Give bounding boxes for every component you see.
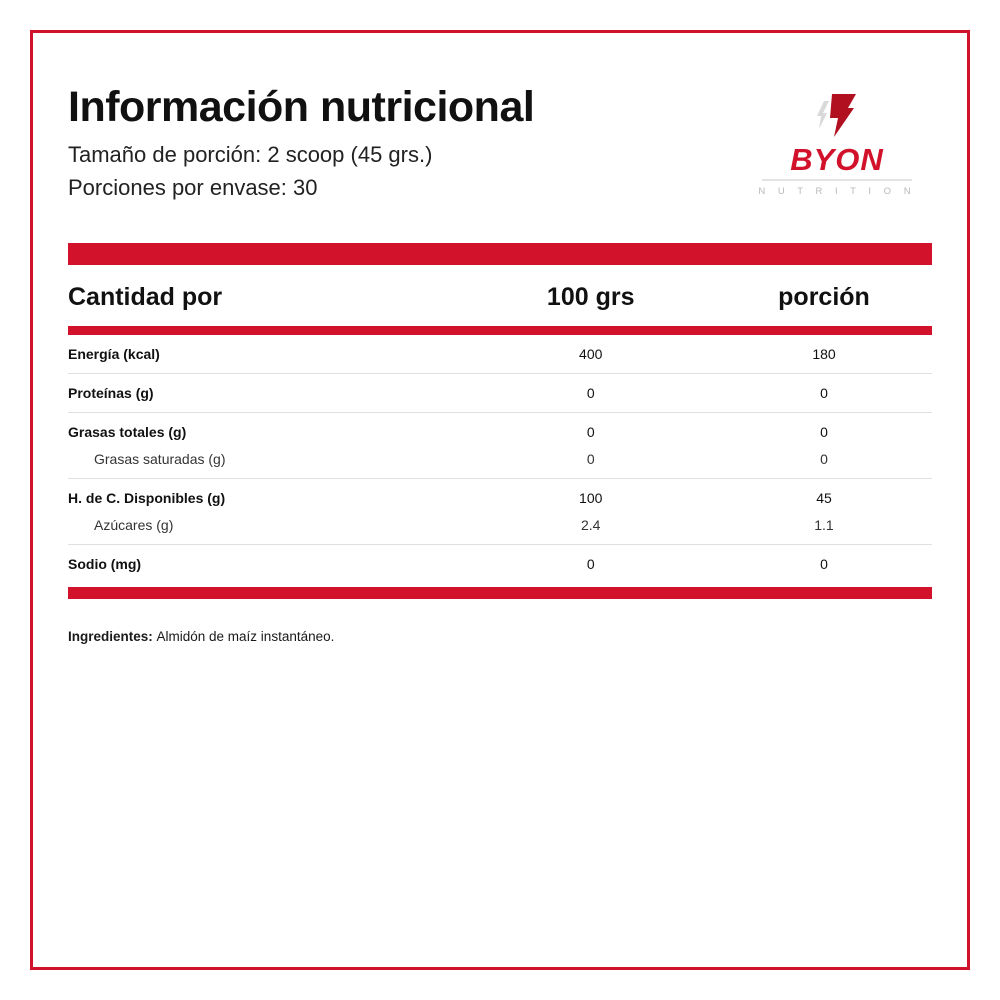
row-label: Proteínas (g) bbox=[68, 385, 154, 401]
row-value-per-100g: 400 bbox=[579, 346, 603, 362]
table-row bbox=[68, 545, 932, 583]
table-row bbox=[68, 374, 932, 412]
row-label: Sodio (mg) bbox=[68, 556, 142, 572]
table-header-per-100g: 100 grs bbox=[546, 283, 635, 311]
subrow-label: Azúcares (g) bbox=[94, 517, 174, 533]
ingredients-text: Almidón de maíz instantáneo. bbox=[156, 629, 335, 644]
bottom-red-bar bbox=[68, 587, 932, 599]
table-header-amount: Cantidad por bbox=[68, 283, 223, 311]
row-value-per-serving: 0 bbox=[820, 424, 828, 440]
row-value-per-100g: 0 bbox=[586, 385, 595, 401]
row-value-per-serving: 180 bbox=[812, 346, 836, 362]
serving-size-text: Tamaño de porción: 2 scoop (45 grs.) bbox=[68, 142, 433, 168]
subrow-value-per-serving: 0 bbox=[820, 451, 828, 467]
row-value-per-serving: 0 bbox=[820, 556, 828, 572]
label-content bbox=[68, 63, 932, 947]
row-label: Grasas totales (g) bbox=[68, 424, 187, 440]
table-subrow bbox=[68, 451, 932, 478]
label-header bbox=[68, 63, 932, 223]
byon-b-monogram-icon bbox=[812, 91, 862, 141]
subrow-value-per-100g: 2.4 bbox=[580, 517, 601, 533]
brand-logo bbox=[747, 91, 927, 201]
table-header-row bbox=[68, 265, 932, 326]
row-label: H. de C. Disponibles (g) bbox=[68, 490, 226, 506]
table-row bbox=[68, 413, 932, 451]
subrow-value-per-serving: 1.1 bbox=[814, 517, 834, 533]
brand-divider bbox=[762, 179, 912, 181]
top-red-bar bbox=[68, 243, 932, 265]
table-header-per-serving: porción bbox=[778, 283, 870, 311]
table-row bbox=[68, 479, 932, 517]
subrow-label: Grasas saturadas (g) bbox=[94, 451, 226, 467]
brand-name: BYON bbox=[790, 142, 884, 177]
page-title: Información nutricional bbox=[68, 83, 535, 131]
nutrition-table bbox=[68, 265, 932, 326]
row-value-per-100g: 100 bbox=[579, 490, 603, 506]
row-value-per-serving: 0 bbox=[820, 385, 828, 401]
row-value-per-serving: 45 bbox=[816, 490, 832, 506]
row-value-per-100g: 0 bbox=[586, 424, 595, 440]
row-value-per-100g: 0 bbox=[586, 556, 595, 572]
ingredients-section bbox=[68, 629, 932, 644]
table-row bbox=[68, 335, 932, 373]
header-red-rule bbox=[68, 326, 932, 335]
ingredients-label: Ingredientes: bbox=[68, 629, 157, 644]
nutrition-rows-table bbox=[68, 335, 932, 583]
servings-per-container-text: Porciones por envase: 30 bbox=[68, 174, 318, 200]
subrow-value-per-100g: 0 bbox=[586, 451, 595, 467]
table-subrow bbox=[68, 517, 932, 544]
row-label: Energía (kcal) bbox=[68, 346, 160, 362]
nutrition-label-panel bbox=[30, 30, 970, 970]
brand-tagline: N U T R I T I O N bbox=[758, 186, 916, 197]
